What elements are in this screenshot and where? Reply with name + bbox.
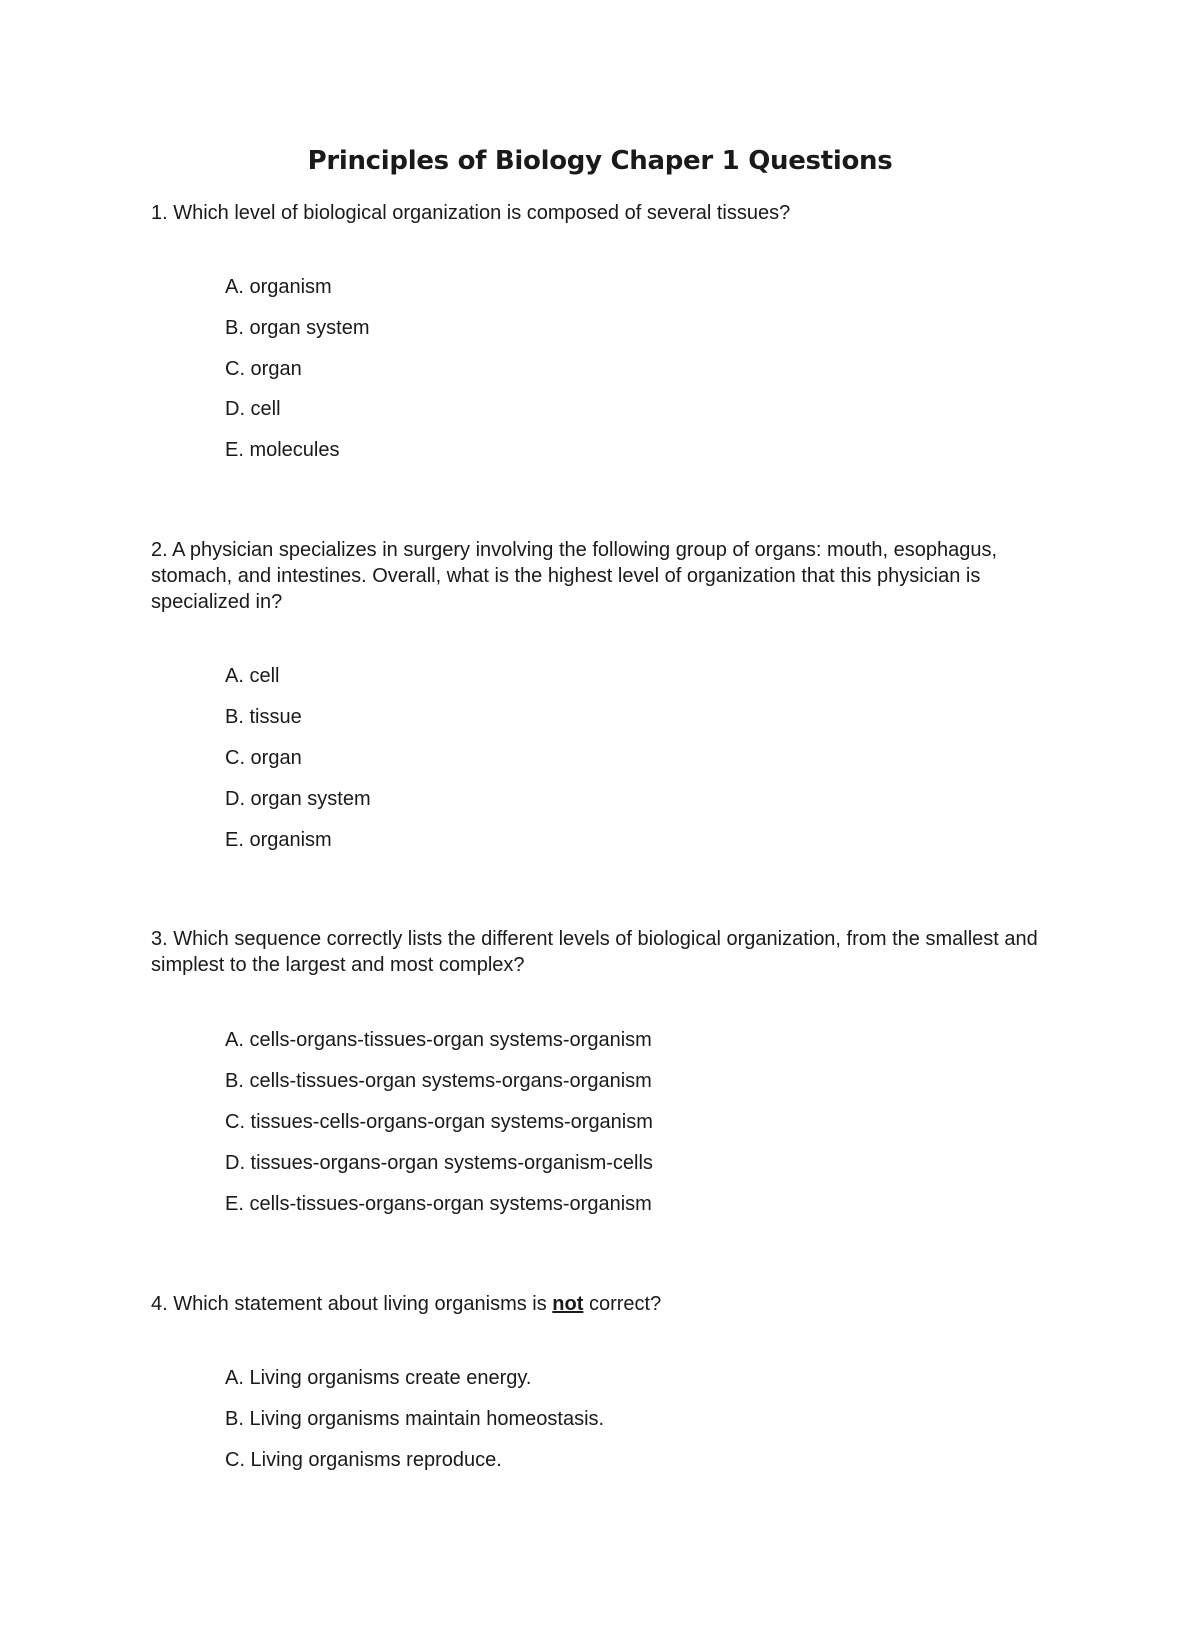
question-1-stem: 1. Which level of biological organization is composed of several tissues? <box>151 202 791 224</box>
question-2-stem: 2. A physician specializes in surgery involving the following group of organs: mouth, esophagus, stomach, and intestines. Overall, what is the highest level of organization that this physician is specialized in? <box>151 539 998 613</box>
question-3-option-a: A. cells-organs-tissues-organ systems-organism <box>225 1029 652 1051</box>
question-2-option-c: C. organ <box>225 747 302 769</box>
question-4-stem <box>151 1291 1051 1317</box>
document-title: Principles of Biology Chaper 1 Questions <box>307 146 893 176</box>
question-1-option-b: B. organ system <box>225 317 370 339</box>
question-2-option-a: A. cell <box>225 665 280 687</box>
question-3-option-c: C. tissues-cells-organs-organ systems-organism <box>225 1111 653 1133</box>
question-2-option-d: D. organ system <box>225 788 371 810</box>
question-3-option-d: D. tissues-organs-organ systems-organism-cells <box>225 1152 653 1174</box>
question-2-option-e: E. organism <box>225 829 332 851</box>
question-3-option-e: E. cells-tissues-organs-organ systems-organism <box>225 1193 652 1215</box>
question-4-stem-text: 4. Which statement about living organisms is <box>151 1293 553 1315</box>
question-4-stem-end: correct? <box>583 1293 662 1315</box>
question-1-option-d: D. cell <box>225 398 281 420</box>
question-1-option-a: A. organism <box>225 276 332 298</box>
question-1-option-c: C. organ <box>225 358 302 380</box>
question-2-option-b: B. tissue <box>225 706 302 728</box>
question-3-option-b: B. cells-tissues-organ systems-organs-organism <box>225 1070 652 1092</box>
question-4-option-c: C. Living organisms reproduce. <box>225 1449 502 1471</box>
question-4-option-b: B. Living organisms maintain homeostasis. <box>225 1408 605 1430</box>
question-1-option-e: E. molecules <box>225 439 340 461</box>
question-4-stem-emphasis: not <box>552 1293 584 1315</box>
question-3-stem: 3. Which sequence correctly lists the different levels of biological organization, from the smallest and simplest to the largest and most complex? <box>151 928 1038 976</box>
question-4-option-a: A. Living organisms create energy. <box>225 1367 532 1389</box>
